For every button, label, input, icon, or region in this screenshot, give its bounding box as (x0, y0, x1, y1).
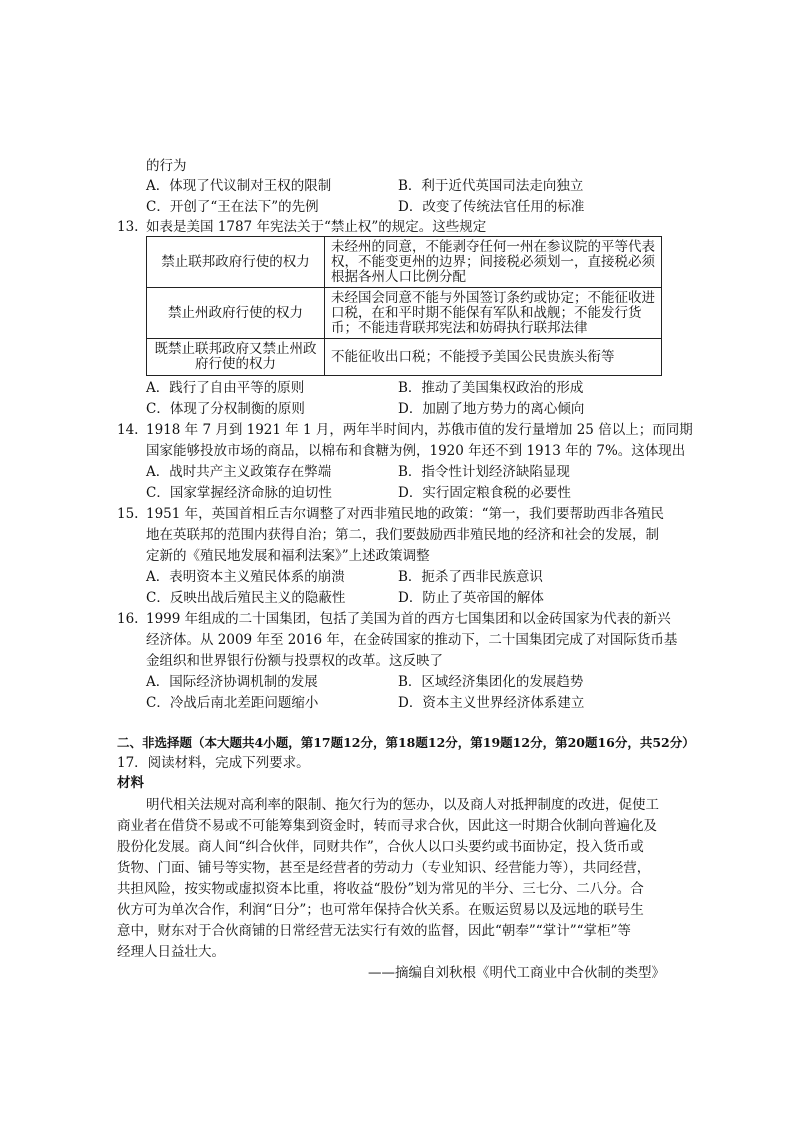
material-line: 伙方可为单次合作，利润“日分”；也可常年保持合伙关系。在贩运贸易以及远地的联号生 (117, 902, 644, 918)
table-row-content: 未经州的同意，不能剥夺任何一州在参议院的平等代表权，不能变更州的边界；间接税必须划一，直接税必须根据各州人口比例分配 (325, 237, 662, 288)
q16-option-d: D．资本主义世界经济体系建立 (398, 695, 585, 711)
q15-option-b: B．扼杀了西非民族意识 (398, 569, 543, 585)
q16-stem-line: 金组织和世界银行份额与投票权的改革。这反映了 (146, 653, 443, 669)
q14-stem-line: 1918 年 7 月到 1921 年 1 月，两年半时间内，苏俄市值的发行量增加 25 倍以上；而同期 (146, 422, 693, 438)
q13-option-b: B．推动了美国集权政治的形成 (398, 380, 584, 396)
q15-option-c: C．反映出战后殖民主义的隐蔽性 (146, 590, 346, 606)
q14-option-a: A．战时共产主义政策存在弊端 (146, 464, 332, 480)
q16-option-c: C．冷战后南北差距问题缩小 (146, 695, 319, 711)
q13-option-c: C．体现了分权制衡的原则 (146, 401, 305, 417)
q16-stem-line: 1999 年组成的二十国集团，包括了美国为首的西方七国集团和以金砖国家为代表的新兴 (146, 611, 671, 627)
q16-option-a: A．国际经济协调机制的发展 (146, 674, 318, 690)
q12-option-d: D．改变了传统法官任用的标准 (398, 199, 585, 215)
q12-option-a: A．体现了代议制对王权的限制 (146, 178, 332, 194)
q15-stem-line: 定新的《殖民地发展和福利法案》”上述政策调整 (146, 548, 430, 564)
table-row-label: 禁止州政府行使的权力 (147, 288, 325, 339)
q13-number: 13. (117, 219, 139, 235)
material-line: 意中，财东对于合伙商铺的日常经营无法实行有效的监督，因此“朝奉”“掌计”“掌柜”等 (117, 923, 631, 939)
material-label: 材料 (117, 775, 144, 791)
material-line: 经理人日益壮大。 (117, 944, 225, 960)
q12-stem-tail: 的行为 (146, 158, 187, 174)
q14-stem-line: 国家能够投放市场的商品，以棉布和食糖为例，1920 年还不到 1913 年的 7%。这体现出 (146, 443, 686, 459)
q15-stem-line: 地在英联邦的范围内获得自治；第二，我们要鼓励西非殖民地的经济和社会的发展，制 (146, 527, 659, 543)
q14-option-b: B．指令性计划经济缺陷显现 (398, 464, 570, 480)
q15-number: 15. (117, 506, 139, 522)
table-row (147, 237, 662, 288)
q13-option-a: A．践行了自由平等的原则 (146, 380, 305, 396)
q14-number: 14. (117, 422, 139, 438)
q12-option-b: B．利于近代英国司法走向独立 (398, 178, 584, 194)
material-line: 明代相关法规对高利率的限制、拖欠行为的惩办，以及商人对抵押制度的改进，促使工 (146, 797, 659, 813)
material-line: 共担风险，按实物或虚拟资本比重，将收益“股份”划为常见的半分、三七分、二八分。合 (117, 881, 644, 897)
table-row-content: 不能征收出口税；不能授予美国公民贵族头衔等 (325, 339, 662, 376)
q13-option-d: D．加剧了地方势力的离心倾向 (398, 401, 585, 417)
q16-stem-line: 经济体。从 2009 年至 2016 年，在金砖国家的推动下，二十国集团完成了对国际货币基 (146, 632, 678, 648)
q13-stem: 如表是美国 1787 年宪法关于“禁止权”的规定。这些规定 (146, 219, 487, 235)
material-source: ——摘编自刘秋根《明代工商业中合伙制的类型》 (368, 965, 665, 981)
material-line: 货物、门面、铺号等实物，甚至是经营者的劳动力（专业知识、经营能力等），共同经营， (117, 860, 651, 876)
table-row-label: 既禁止联邦政府又禁止州政府行使的权力 (147, 339, 325, 376)
material-line: 股份化发展。商人间“纠合伙伴，同财共作”，合伙人以口头要约或书面协定，投入货币或 (117, 839, 644, 855)
q16-option-b: B．区域经济集团化的发展趋势 (398, 674, 584, 690)
section-title: 二、非选择题（本大题共4小题，第17题12分，第18题12分，第19题12分，第20题16分，共52分） (117, 735, 695, 750)
table-row-label: 禁止联邦政府行使的权力 (147, 237, 325, 288)
q16-number: 16. (117, 611, 139, 627)
q14-option-c: C．国家掌握经济命脉的迫切性 (146, 485, 332, 501)
prohibition-table (146, 236, 662, 376)
q15-option-a: A．表明资本主义殖民体系的崩溃 (146, 569, 345, 585)
table-row-content: 未经国会同意不能与外国签订条约或协定；不能征收进口税，在和平时期不能保有军队和战舰；不能发行货币；不能违背联邦宪法和妨碍执行联邦法律 (325, 288, 662, 339)
q15-stem-line: 1951 年，英国首相丘吉尔调整了对西非殖民地的政策：“第一，我们要帮助西非各殖民 (146, 506, 665, 522)
q17-stem: 17．阅读材料，完成下列要求。 (117, 755, 310, 771)
q12-option-c: C．开创了“王在法下”的先例 (146, 199, 319, 215)
q15-option-d: D．防止了英帝国的解体 (398, 590, 544, 606)
table-row (147, 339, 662, 376)
material-line: 商业者在借贷不易或不可能筹集到资金时，转而寻求合伙，因此这一时期合伙制向普遍化及 (117, 818, 657, 834)
q14-option-d: D．实行固定粮食税的必要性 (398, 485, 571, 501)
table-row (147, 288, 662, 339)
